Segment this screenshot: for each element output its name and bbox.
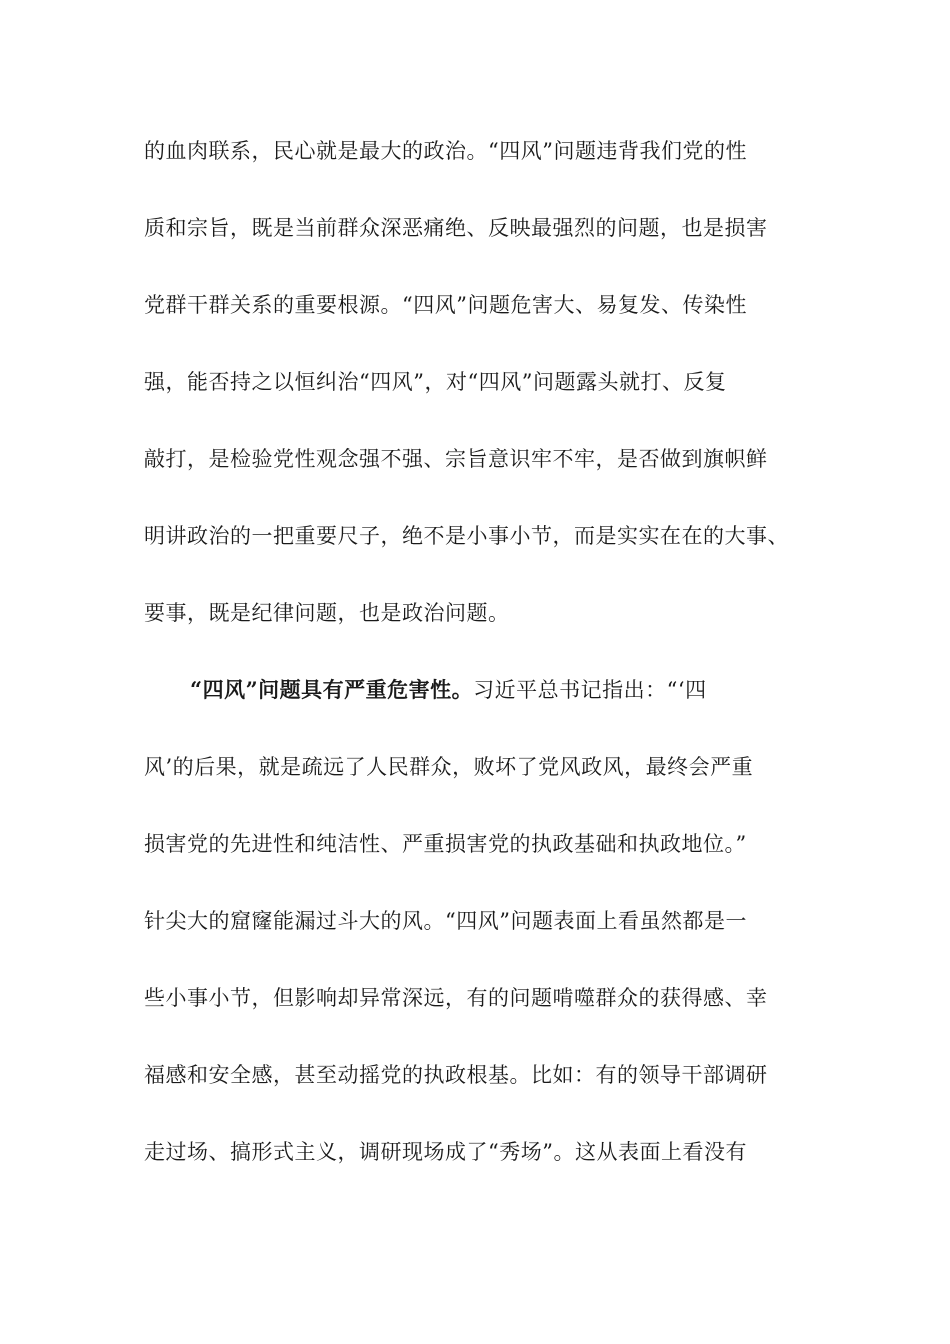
text-line: 党群干群关系的重要根源。“四风”问题危害大、易复发、传染性 bbox=[144, 293, 747, 317]
text-line: 福感和安全感，甚至动摇党的执政根基。比如：有的领导干部调研 bbox=[144, 1063, 768, 1087]
text-line bbox=[190, 675, 707, 705]
text-line: 强，能否持之以恒纠治“四风”，对“四风”问题露头就打、反复 bbox=[144, 370, 727, 394]
text-line: 质和宗旨，既是当前群众深恶痛绝、反映最强烈的问题，也是损害 bbox=[144, 216, 768, 240]
text-line: 要事，既是纪律问题，也是政治问题。 bbox=[144, 601, 510, 625]
text-line: 损害党的先进性和纯洁性、严重损害党的执政基础和执政地位。” bbox=[144, 832, 747, 856]
text-line: 敲打，是检验党性观念强不强、宗旨意识牢不牢，是否做到旗帜鲜 bbox=[144, 447, 768, 471]
text-line: 走过场、搞形式主义，调研现场成了“秀场”。这从表面上看没有 bbox=[144, 1140, 747, 1164]
text-line: 的血肉联系，民心就是最大的政治。“四风”问题违背我们党的性 bbox=[144, 139, 747, 163]
text-line: 些小事小节，但影响却异常深远，有的问题啃噬群众的获得感、幸 bbox=[144, 986, 768, 1010]
text-line: 针尖大的窟窿能漏过斗大的风。“四风”问题表面上看虽然都是一 bbox=[144, 909, 747, 933]
text-span: 习近平总书记指出：“‘四 bbox=[473, 678, 707, 702]
paragraph-heading: “四风”问题具有严重危害性。 bbox=[190, 677, 474, 702]
text-line: 明讲政治的一把重要尺子，绝不是小事小节，而是实实在在的大事、 bbox=[144, 524, 789, 548]
text-line: 风’的后果，就是疏远了人民群众，败坏了党风政风，最终会严重 bbox=[144, 755, 754, 779]
